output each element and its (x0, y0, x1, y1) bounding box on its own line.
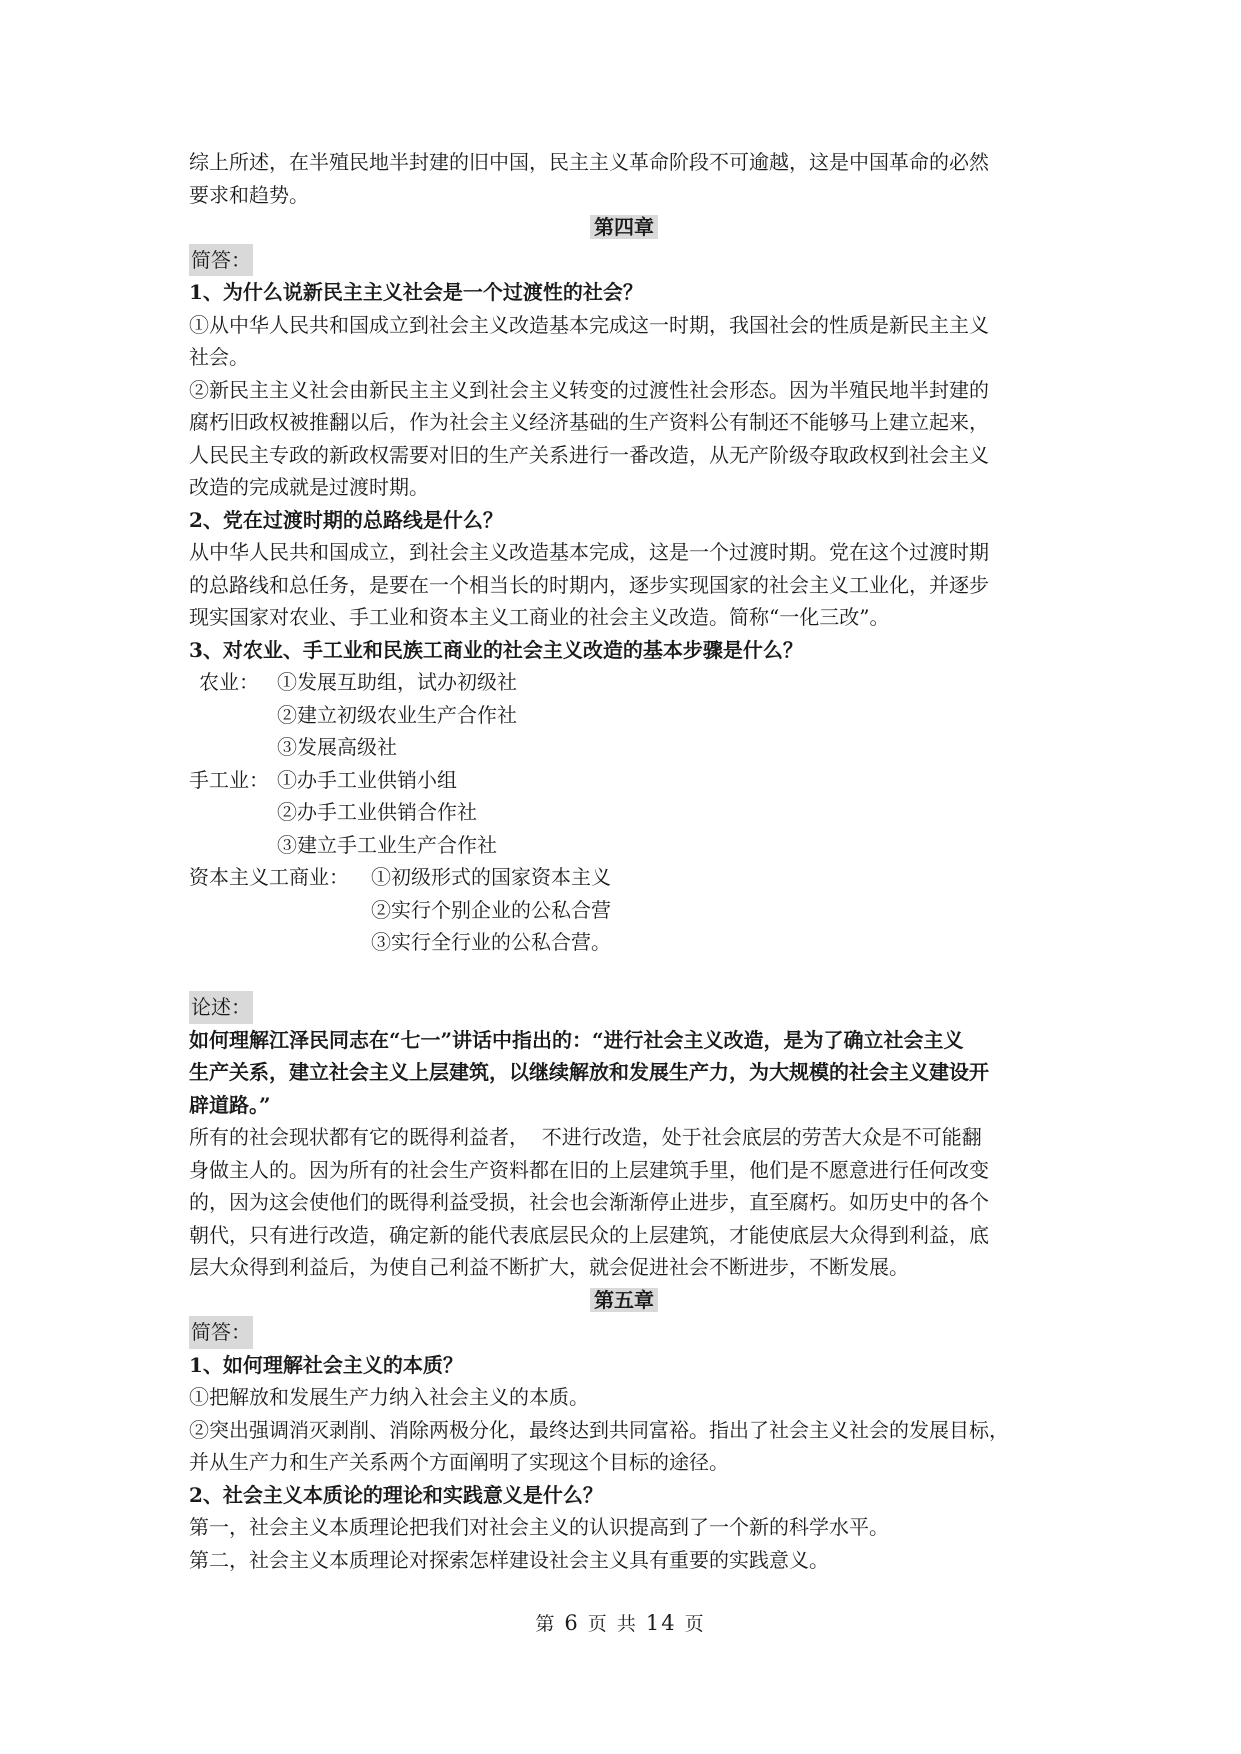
step-item: ②实行个别企业的公私合营 (371, 897, 611, 922)
step-row (189, 731, 1059, 764)
step-item: ①初级形式的国家资本主义 (371, 865, 611, 889)
answer-line: 的，因为这会使他们的既得利益受损，社会也会渐渐停止进步，直至腐朽。如历史中的各个 (189, 1190, 989, 1214)
step-row (189, 699, 1059, 732)
answer-line: 朝代，只有进行改造，确定新的能代表底层民众的上层建筑，才能使底层大众得到利益，底 (189, 1222, 989, 1247)
answer-line: 现实国家对农业、手工业和资本主义工商业的社会主义改造。简称“一化三改”。 (189, 605, 890, 629)
step-row (189, 666, 1059, 699)
step-row (189, 829, 1059, 862)
page-footer (0, 1609, 1241, 1636)
step-row (189, 926, 1059, 959)
answer-line: 腐朽旧政权被推翻以后，作为社会主义经济基础的生产资料公有制还不能够马上建立起来， (189, 410, 989, 434)
answer-line: 身做主人的。因为所有的社会生产资料都在旧的上层建筑手里，他们是不愿意进行任何改变 (189, 1157, 989, 1182)
section-label: 简答： (189, 244, 1059, 277)
page-number: 6 (564, 1611, 580, 1635)
chapter-title: 第五章 (189, 1284, 1059, 1317)
step-row (189, 861, 1059, 894)
essay-question: 如何理解江泽民同志在“七一”讲话中指出的：“进行社会主义改造，是为了确立社会主义 (189, 1027, 964, 1052)
step-item: ③发展高级社 (277, 735, 397, 759)
answer-line: 并从生产力和生产关系两个方面阐明了实现这个目标的途径。 (189, 1450, 729, 1474)
footer-suffix: 页 (684, 1613, 706, 1635)
step-item: ①办手工业供销小组 (277, 767, 457, 792)
question-heading: 1、如何理解社会主义的本质？ (189, 1352, 463, 1377)
question-heading: 2、社会主义本质论的理论和实践意义是什么？ (189, 1482, 603, 1507)
step-row (189, 764, 1059, 797)
answer-line: ②新民主主义社会由新民主主义到社会主义转变的过渡性社会形态。因为半殖民地半封建的 (189, 377, 989, 402)
step-item: ②办手工业供销合作社 (277, 800, 477, 824)
section-label: 简答： (189, 1316, 1059, 1349)
answer-line: 从中华人民共和国成立，到社会主义改造基本完成，这是一个过渡时期。党在这个过渡时期 (189, 540, 989, 564)
step-category-label: 手工业： (189, 767, 269, 792)
step-row (189, 894, 1059, 927)
answer-line: ②突出强调消灭剥削、消除两极分化，最终达到共同富裕。指出了社会主义社会的发展目标， (189, 1417, 1009, 1442)
question-heading: 3、对农业、手工业和民族工商业的社会主义改造的基本步骤是什么？ (189, 637, 803, 662)
section-label: 论述： (189, 991, 1059, 1024)
step-item: ③实行全行业的公私合营。 (371, 930, 611, 954)
answer-line: 第二，社会主义本质理论对探索怎样建设社会主义具有重要的实践意义。 (189, 1547, 829, 1572)
answer-line: 第一，社会主义本质理论把我们对社会主义的认识提高到了一个新的科学水平。 (189, 1515, 889, 1539)
step-item: ①发展互助组，试办初级社 (277, 670, 517, 694)
step-item: ②建立初级农业生产合作社 (277, 702, 517, 727)
answer-line: 所有的社会现状都有它的既得利益者， 不进行改造，处于社会底层的劳苦大众是不可能翻 (189, 1125, 982, 1149)
essay-question: 生产关系，建立社会主义上层建筑，以继续解放和发展生产力，为大规模的社会主义建设开 (189, 1060, 989, 1084)
question-heading: 2、党在过渡时期的总路线是什么？ (189, 507, 503, 532)
step-row (189, 796, 1059, 829)
answer-line: 的总路线和总任务，是要在一个相当长的时期内，逐步实现国家的社会主义工业化，并逐步 (189, 572, 989, 597)
spacer (189, 959, 1059, 992)
footer-mid: 页 共 (587, 1613, 638, 1635)
step-item: ③建立手工业生产合作社 (277, 832, 497, 857)
answer-line: 改造的完成就是过渡时期。 (189, 475, 429, 499)
intro-line: 综上所述，在半殖民地半封建的旧中国，民主主义革命阶段不可逾越，这是中国革命的必然 (189, 150, 989, 174)
answer-line: ①从中华人民共和国成立到社会主义改造基本完成这一时期，我国社会的性质是新民主主义 (189, 312, 989, 337)
essay-question: 辟道路。” (189, 1092, 271, 1117)
step-category-label: 资本主义工商业： (189, 865, 349, 889)
step-category-label: 农业： (199, 670, 259, 694)
answer-line: ①把解放和发展生产力纳入社会主义的本质。 (189, 1385, 589, 1409)
answer-line: 社会。 (189, 345, 249, 369)
question-heading: 1、为什么说新民主主义社会是一个过渡性的社会？ (189, 280, 643, 304)
footer-prefix: 第 (535, 1613, 557, 1635)
answer-line: 层大众得到利益后，为使自己利益不断扩大，就会促进社会不断进步，不断发展。 (189, 1255, 909, 1279)
intro-line: 要求和趋势。 (189, 182, 309, 207)
page-total: 14 (645, 1611, 677, 1635)
answer-line: 人民民主专政的新政权需要对旧的生产关系进行一番改造，从无产阶级夺取政权到社会主义 (189, 442, 989, 467)
document-body (189, 146, 1059, 1576)
chapter-title: 第四章 (189, 211, 1059, 244)
